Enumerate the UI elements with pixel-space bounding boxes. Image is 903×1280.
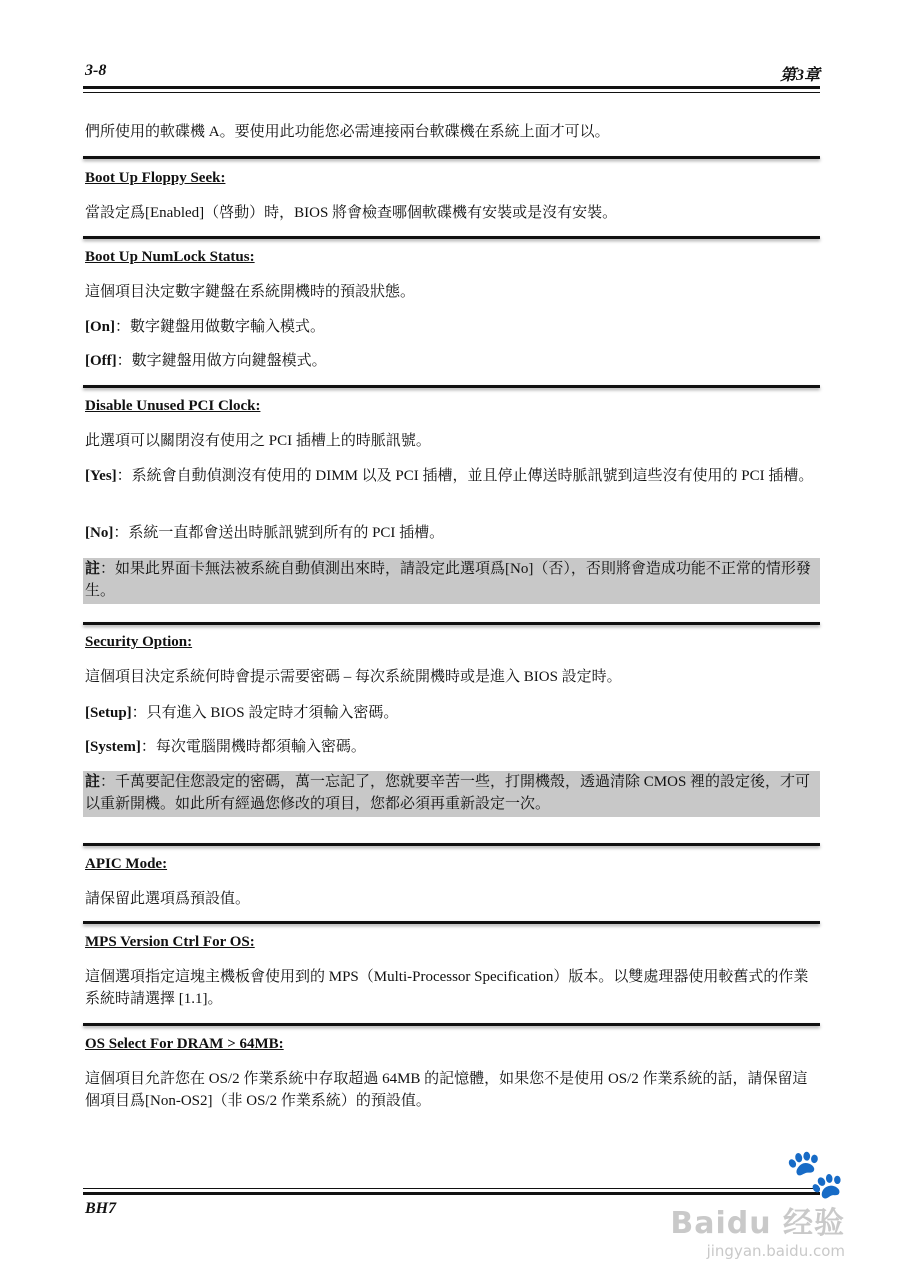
option-key: [No] xyxy=(85,525,114,541)
option-key: [System] xyxy=(85,739,141,755)
security-option-note xyxy=(83,771,820,817)
pci-clock-heading: Disable Unused PCI Clock: xyxy=(85,398,261,414)
apic-mode-heading: APIC Mode: xyxy=(85,856,168,872)
floppy-seek-desc: 當設定爲[Enabled]（啓動）時，BIOS 將會檢查哪個軟碟機有安裝或是沒有安裝。 xyxy=(85,205,618,221)
watermark-url: jingyan.baidu.com xyxy=(706,1242,845,1260)
footer-model: BH7 xyxy=(85,1200,117,1217)
option-key: [Off] xyxy=(85,353,117,369)
note-key: 註 xyxy=(85,774,101,790)
dram-select-heading: OS Select For DRAM > 64MB: xyxy=(85,1036,284,1052)
apic-mode-desc: 請保留此選項爲預設值。 xyxy=(85,891,251,907)
dram-select-desc: 這個項目允許您在 OS/2 作業系統中存取超過 64MB 的記憶體，如果您不是使用 OS/2 作業系統的話，請保留這個項目爲[Non-OS2]（非 OS/2 作業系統）的預設值。 xyxy=(85,1071,808,1109)
option-text: ：每次電腦開機時都須輸入密碼。 xyxy=(140,739,366,755)
chapter-title: 第3章 xyxy=(779,67,820,84)
security-option-heading: Security Option: xyxy=(85,634,193,650)
mps-version-desc: 這個選項指定這塊主機板會使用到的 MPS（Multi-Processor Specification）版本。以雙處理器使用較舊式的作業系統時請選擇 [1.1]。 xyxy=(85,969,809,1007)
note-text: ：千萬要記住您設定的密碼，萬一忘記了，您就要辛苦一些，打開機殼，透過清除 CMOS 裡的設定後，才可以重新開機。如此所有經過您修改的項目，您都必須再重新設定一次。 xyxy=(85,774,811,812)
option-text: ：系統會自動偵測沒有使用的 DIMM 以及 PCI 插槽，並且停止傳送時脈訊號到這些沒有使用的 PCI 插槽。 xyxy=(116,468,814,484)
section-divider xyxy=(83,385,820,388)
watermark-brand: Baidu 经验 xyxy=(670,1206,845,1241)
section-divider xyxy=(83,622,820,625)
option-key: [Setup] xyxy=(85,705,132,721)
section-divider xyxy=(83,843,820,846)
section-divider xyxy=(83,156,820,159)
document-page xyxy=(83,0,820,1280)
option-text: ：系統一直都會送出時脈訊號到所有的 PCI 插槽。 xyxy=(113,525,445,541)
security-option-setup xyxy=(85,702,820,724)
option-key: [Yes] xyxy=(85,468,117,484)
section-divider xyxy=(83,1023,820,1026)
header-rule-thick xyxy=(83,86,820,89)
page-number: 3-8 xyxy=(85,62,107,79)
pci-clock-note xyxy=(83,558,820,604)
floppy-seek-heading: Boot Up Floppy Seek: xyxy=(85,170,226,186)
numlock-heading: Boot Up NumLock Status: xyxy=(85,249,255,265)
option-text: ：數字鍵盤用做數字輸入模式。 xyxy=(115,319,326,335)
paw-icon: 🐾 xyxy=(785,1146,845,1202)
pci-clock-desc: 此選項可以關閉沒有使用之 PCI 插槽上的時脈訊號。 xyxy=(85,433,431,449)
note-text: ：如果此界面卡無法被系統自動偵測出來時，請設定此選項爲[No]（否），否則將會造成功能不正常的情形發生。 xyxy=(85,561,811,599)
option-text: ：只有進入 BIOS 設定時才須輸入密碼。 xyxy=(131,705,399,721)
page-header xyxy=(83,62,820,84)
section-divider xyxy=(83,236,820,239)
numlock-option-off xyxy=(85,350,820,372)
security-option-system xyxy=(85,736,820,758)
numlock-desc: 這個項目決定數字鍵盤在系統開機時的預設狀態。 xyxy=(85,284,416,300)
pci-clock-option-yes xyxy=(85,465,820,487)
section-divider xyxy=(83,921,820,924)
intro-text: 們所使用的軟碟機 A。要使用此功能您必需連接兩台軟碟機在系統上面才可以。 xyxy=(85,124,610,140)
security-option-desc: 這個項目決定系統何時會提示需要密碼 – 每次系統開機時或是進入 BIOS 設定時。 xyxy=(85,669,622,685)
option-text: ：數字鍵盤用做方向鍵盤模式。 xyxy=(116,353,327,369)
pci-clock-option-no xyxy=(85,522,820,544)
numlock-option-on xyxy=(85,316,820,338)
note-key: 註 xyxy=(85,561,101,577)
option-key: [On] xyxy=(85,319,115,335)
header-rule-thin xyxy=(83,92,820,93)
baidu-watermark xyxy=(670,1146,845,1260)
mps-version-heading: MPS Version Ctrl For OS: xyxy=(85,934,255,950)
